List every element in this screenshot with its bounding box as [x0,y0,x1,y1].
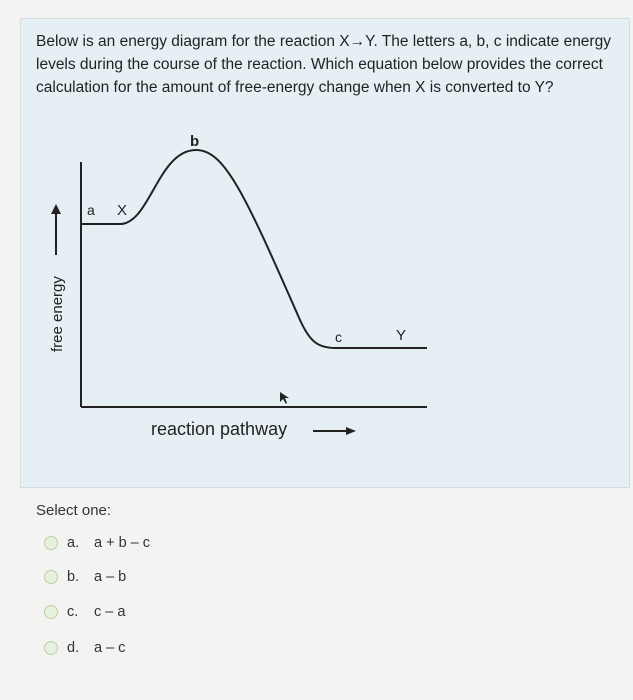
y-axis-arrowhead [51,204,61,214]
label-a: a [87,202,95,218]
cursor-icon [280,392,289,404]
radio-icon[interactable] [44,605,58,619]
label-y: Y [396,327,407,344]
option-text: c – a [94,604,126,620]
option-d[interactable] [44,637,125,659]
option-text: a – c [94,640,126,656]
x-axis-label: reaction pathway [151,419,288,439]
radio-icon[interactable] [44,536,58,550]
option-letter: b. [67,569,80,585]
radio-icon[interactable] [44,570,58,584]
option-text: a + b – c [94,535,151,551]
select-label: Select one: [36,502,112,519]
option-b[interactable] [44,566,126,588]
question-text: Below is an energy diagram for the reaction X→Y. The letters a, b, c indicate energy levels during the course of the reaction. Which equation below provides the correct calculation for the amount of free-energy change when X is converted to Y? [36,33,611,96]
x-axis-arrowhead [346,427,356,435]
radio-icon[interactable] [44,641,58,655]
energy-curve [81,150,427,348]
label-c: c [335,329,342,345]
label-b: b [190,133,200,150]
option-text: a – b [94,569,127,585]
option-a[interactable] [44,532,150,554]
y-axis-label: free energy [49,276,66,352]
label-x: X [117,202,128,219]
option-letter: a. [67,535,80,551]
option-letter: d. [67,640,80,656]
option-c[interactable] [44,601,125,623]
option-letter: c. [67,604,79,620]
